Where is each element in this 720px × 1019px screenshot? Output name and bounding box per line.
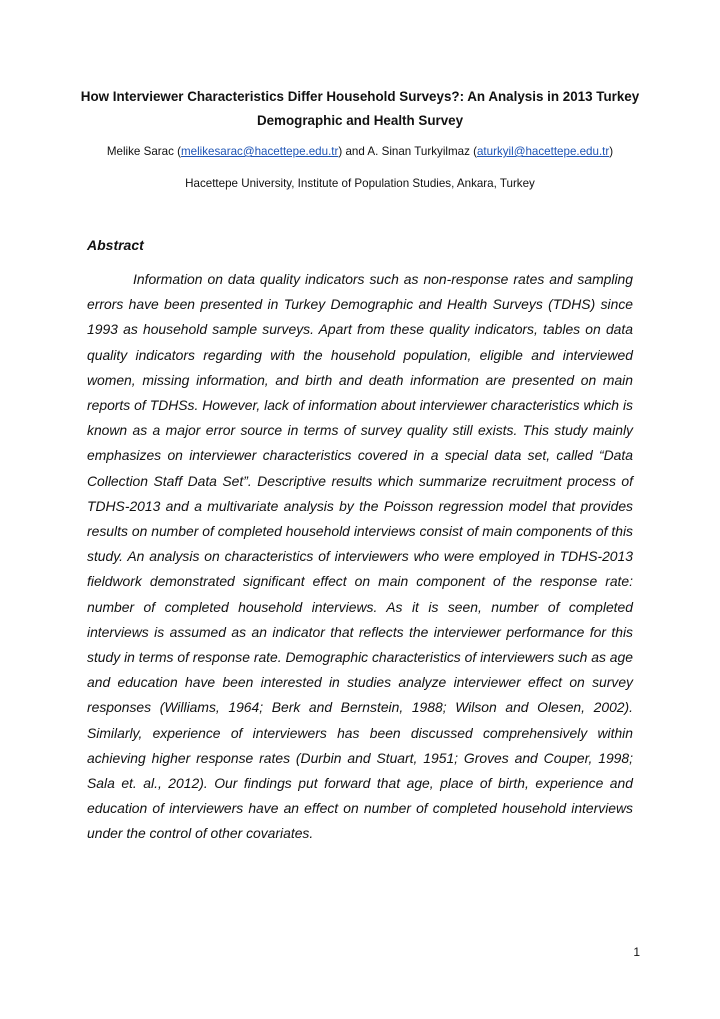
paper-title: How Interviewer Characteristics Differ Household Surveys?: An Analysis in 2013 Turkey Demographic and Health Survey [80,89,640,128]
author-connector: and [345,145,365,158]
author-line: Melike Sarac (melikesarac@hacettepe.edu.tr) and A. Sinan Turkyilmaz (aturkyil@hacettepe.edu.tr) [106,145,614,158]
page-number: 1 [633,945,640,959]
abstract-body: Information on data quality indicators such as non-response rates and sampling errors have been presented in Turkey Demographic and Health Surveys (TDHS) since 1993 as household sample surveys. Apart from these quality indicators, tables on data quality indicators regarding with the household population, eligible and interviewed women, missing information, and birth and death information are presented on main reports of TDHSs. However, lack of information about interviewer characteristics which is known as a major error source in terms of survey quality still exists. This study mainly emphasizes on interviewer characteristics covered in a special data set, called “Data Collection Staff Data Set”. Descriptive results which summarize recruitment process of TDHS-2013 and a multivariate analysis by the Poisson regression model that provides results on number of completed household interviews consist of main components of this study. An analysis on characteristics of interviewers who were employed in TDHS-2013 fieldwork demonstrated significant effect on main component of the response rate: number of completed household interviews. As it is seen, number of completed interviews is assumed as an indicator that reflects the interviewer performance for this study in terms of response rate. Demographic characteristics of interviewers such as age and education have been interested in studies analyze interviewer effect on survey responses (Williams, 1964; Berk and Bernstein, 1988; Wilson and Olesen, 2002). Similarly, experience of interviewers has been discussed comprehensively within achieving higher response rates (Durbin and Stuart, 1951; Groves and Couper, 1998; Sala et. al., 2012). Our findings put forward that age, place of birth, experience and education of interviewers have an effect on number of completed household interviews under the control of other covariates. [87,271,633,842]
author-1-name: Melike Sarac [106,145,174,158]
author-2-email-link[interactable]: aturkyil@hacettepe.edu.tr [476,145,610,158]
abstract-heading: Abstract [87,237,144,253]
affiliation: Hacettepe University, Institute of Population Studies, Ankara, Turkey [185,177,535,190]
author-1-email-link[interactable]: melikesarac@hacettepe.edu.tr [180,145,339,158]
author-2-name: A. Sinan Turkyilmaz [367,145,470,158]
